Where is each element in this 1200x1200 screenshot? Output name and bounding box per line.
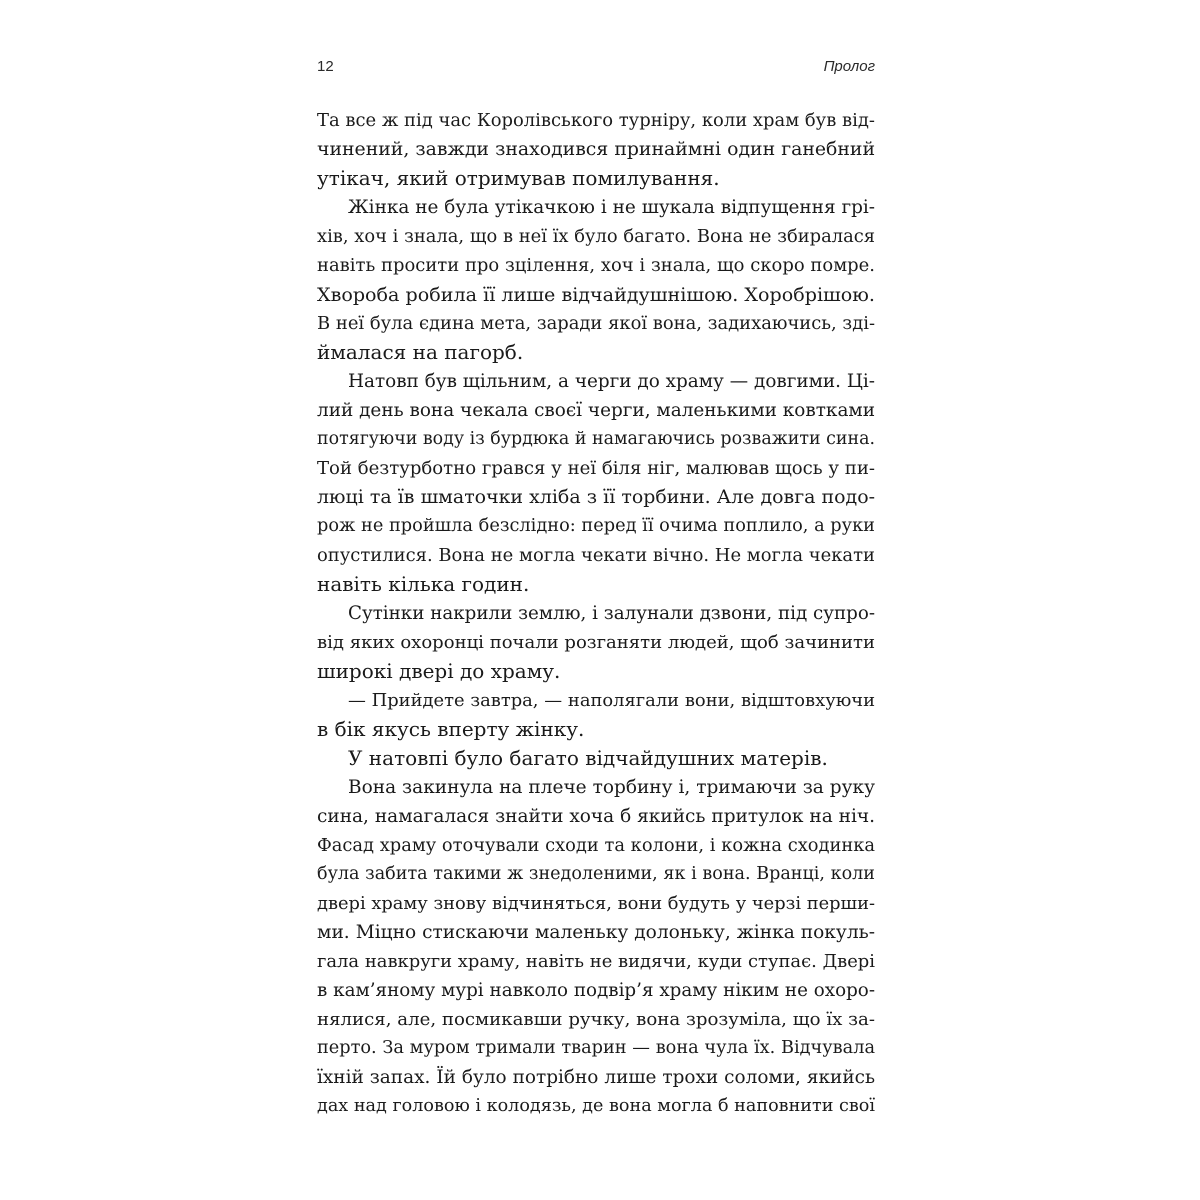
- text-line: Вона закинула на плече торбину і, тримаючи за руку: [348, 777, 875, 798]
- text-line: люці та їв шматочки хліба з її торбини. Але довга подо-: [317, 486, 875, 508]
- text-line: ймалася на пагорб.: [317, 340, 524, 364]
- text-line: широкі двері до храму.: [317, 659, 561, 683]
- text-line: навіть кілька годин.: [317, 572, 530, 596]
- text-line: чинений, завжди знаходився принаймні один ганебний: [317, 139, 875, 160]
- text-line: від яких охоронці почали розганяти людей, щоб зачинити: [317, 632, 875, 653]
- text-line: потягуючи воду із бурдюка й намагаючись розважити сина.: [317, 429, 875, 449]
- text-line: навіть просити про зцілення, хоч і знала, що скоро помре.: [317, 255, 875, 276]
- text-line: — Прийдете завтра, — наполягали вони, відштовхуючи: [348, 690, 875, 711]
- text-line: дах над головою і колодязь, де вона могла б наповнити свої: [317, 1096, 875, 1116]
- text-line: була забита такими ж знедоленими, як і вона. Вранці, коли: [317, 864, 875, 884]
- text-line: рож не пройшла безслідно: перед її очима поплило, а руки: [317, 516, 875, 536]
- text-line: Жінка не була утікачкою і не шукала відпущення грі-: [348, 197, 875, 218]
- text-line: двері храму знову відчиняться, вони будуть у черзі перши-: [317, 893, 875, 914]
- text-line: нялися, але, посмикавши ручку, вона зрозуміла, що їх за-: [317, 1009, 875, 1030]
- text-line: ми. Міцно стискаючи маленьку долоньку, жінка покуль-: [317, 922, 875, 943]
- page-number: 12: [317, 58, 334, 75]
- text-line: гала навкруги храму, навіть не видячи, куди ступає. Двері: [317, 951, 875, 972]
- text-line: Та все ж під час Королівського турніру, коли храм був від-: [317, 110, 875, 131]
- chapter-title: Пролог: [823, 58, 875, 75]
- body-text: [317, 106, 875, 1121]
- text-line: Фасад храму оточували сходи та колони, і кожна сходинка: [317, 835, 875, 856]
- text-line: опустилися. Вона не могла чекати вічно. Не могла чекати: [317, 545, 875, 566]
- text-line: В неї була єдина мета, заради якої вона, задихаючись, зді-: [317, 313, 875, 334]
- text-line: У натовпі було багато відчайдушних матерів.: [348, 746, 828, 770]
- text-line: Той безтурботно грався у неї біля ніг, малював щось у пи-: [317, 458, 875, 479]
- text-line: хів, хоч і знала, що в неї їх було багато. Вона не збиралася: [317, 226, 875, 247]
- text-line: Сутінки накрили землю, і залунали дзвони, під супро-: [348, 603, 875, 624]
- text-line: перто. За муром тримали тварин — вона чула їх. Відчувала: [317, 1038, 875, 1058]
- text-line: в бік якусь вперту жінку.: [317, 717, 585, 741]
- text-line: Натовп був щільним, а черги до храму — довгими. Ці-: [348, 371, 875, 392]
- text-line: Хвороба робила її лише відчайдушнішою. Хоробрішою.: [317, 283, 875, 306]
- text-line: їхній запах. Їй було потрібно лише трохи соломи, якийсь: [317, 1067, 875, 1088]
- running-head: [317, 58, 875, 82]
- text-line: лий день вона чекала своєї черги, маленькими ковтками: [317, 400, 875, 421]
- text-line: утікач, який отримував помилування.: [317, 166, 720, 190]
- text-line: в кам’яному мурі навколо подвір’я храму ніким не охоро-: [317, 980, 875, 1001]
- text-line: сина, намагалася знайти хоча б якийсь притулок на ніч.: [317, 806, 875, 827]
